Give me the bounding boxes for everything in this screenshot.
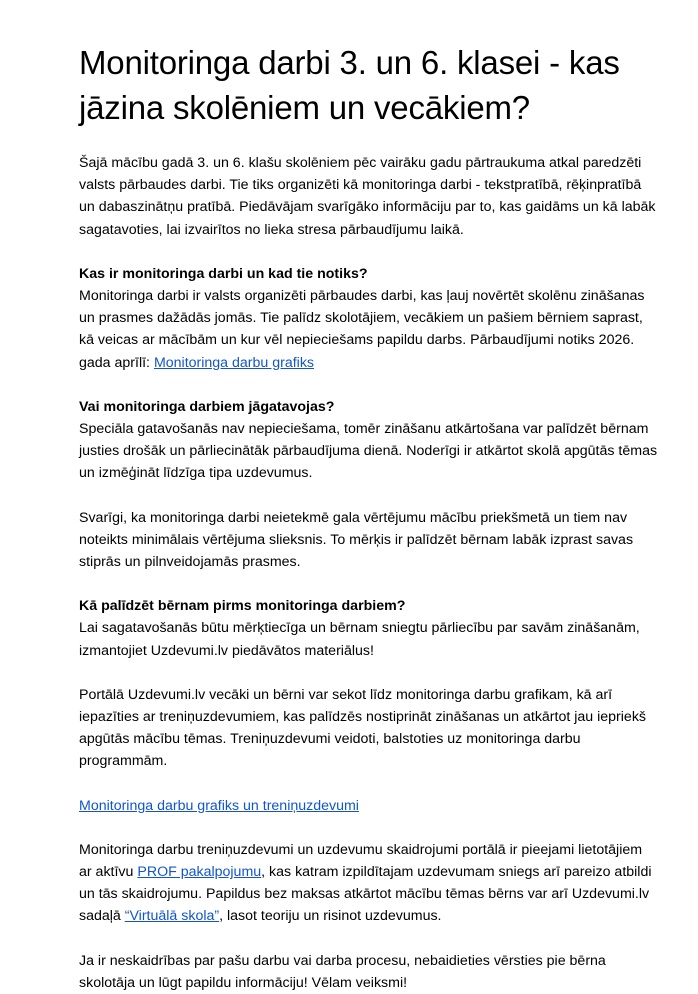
section-paragraph-portal: Portālā Uzdevumi.lv vecāki un bērni var sekot līdz monitoringa darbu grafikam, kā arī iepazīties ar treniņuzdevumiem, kas palīdzēs nostiprināt zināšanas un atkārtot jau iepriekš apgūtās mācību tēmas. Treniņuzdevumi veidoti, balstoties uz monitoringa darbu programmām. [79,686,647,770]
closing-paragraph: Ja ir neskaidrības par pašu darbu vai darba procesu, nebaidieties vērsties pie bērna skolotāja un lūgt papildu informāciju! Vēlam veiksmi! [79,952,606,991]
prof-service-link[interactable]: PROF pakalpojumu [137,864,262,881]
section-paragraph-prof [79,839,658,928]
section-heading-preparation: Vai monitoringa darbiem jāgatavojas? [79,398,335,415]
spacer [79,928,658,950]
intro-paragraph: Šajā mācību gadā 3. un 6. klašu skolēniem pēc vairāku gadu pārtraukuma atkal paredzēti valsts pārbaudes darbi. Tie tiks organizēti kā monitoringa darbi - tekstpratībā, rēķinpratībā un dabaszinātņu pratībā. Piedāvājam svarīgāko informāciju par to, kas gaidāms un kā labāk sagatavoties, lai izvairītos no lieka stresa pārbaudījumu laikā. [79,155,656,238]
spacer [79,241,658,263]
section-link-paragraph [79,795,658,817]
section-paragraph-preparation: Speciāla gatavošanās nav nepieciešama, tomēr zināšanu atkārtošana var palīdzēt bērnam justies drošāk un pārliecinātāk pārbaudījuma dienā. Noderīgi ir atkārtot skolā apgūtās tēmas un izmēģināt līdzīga tipa uzdevumus. [79,421,658,482]
virtual-school-link[interactable]: “Virtuālā skola” [124,908,220,925]
spacer [79,662,658,684]
spacer [79,573,658,595]
section-paragraph-materials: Lai sagatavošanās būtu mērķtiecīga un bērnam sniegtu pārliecību par savām zināšanām, izmantojiet Uzdevumi.lv piedāvātos materiālus! [79,620,640,659]
spacer [79,485,658,507]
section-heading-how-to-help: Kā palīdzēt bērnam pirms monitoringa darbiem? [79,598,406,615]
paragraph-text: Monitoringa darbi ir valsts organizēti pārbaudes darbi, kas ļauj novērtēt skolēnu zināšanas un prasmes dažādās jomās. Tie palīdz skolotājiem, vecākiem un pašiem bērniem saprast, kā veicas ar mācībām un kur vēl nepieciešams papildu darbs. Pārbaudījumi notiks 2026. gada aprīlī: [79,288,645,371]
spacer [79,773,658,795]
paragraph-text: , kas katram izpildītajam uzdevumam sniegs arī pareizo atbildi un tās skaidrojumu. Papildus bez maksas atkārtot mācību tēmas bērns var arī Uzdevumi.lv sadaļā [79,864,652,925]
section-paragraph-what-when [79,285,658,374]
paragraph-text: , lasot teoriju un risinot uzdevumus. [219,908,442,925]
section-heading-what-when: Kas ir monitoringa darbi un kad tie notiks? [79,265,368,282]
schedule-and-exercises-link[interactable]: Monitoringa darbu grafiks un treniņuzdevumi [79,797,359,814]
document-title: Monitoringa darbi 3. un 6. klasei - kas jāzina skolēniem un vecākiem? [79,44,620,126]
schedule-link[interactable]: Monitoringa darbu grafiks [153,354,315,371]
spacer [79,374,658,396]
paragraph-text: Monitoringa darbu treniņuzdevumi un uzdevumu skaidrojumi portālā ir pieejami lietotājiem ar aktīvu [79,841,643,881]
section-paragraph-grading: Svarīgi, ka monitoringa darbi neietekmē gala vērtējumu mācību priekšmetā un tiem nav noteikts minimālais vērtējuma slieksnis. To mērķis ir palīdzēt bērnam labāk izprast savas stiprās un pilnveidojamās prasmes. [79,509,634,571]
